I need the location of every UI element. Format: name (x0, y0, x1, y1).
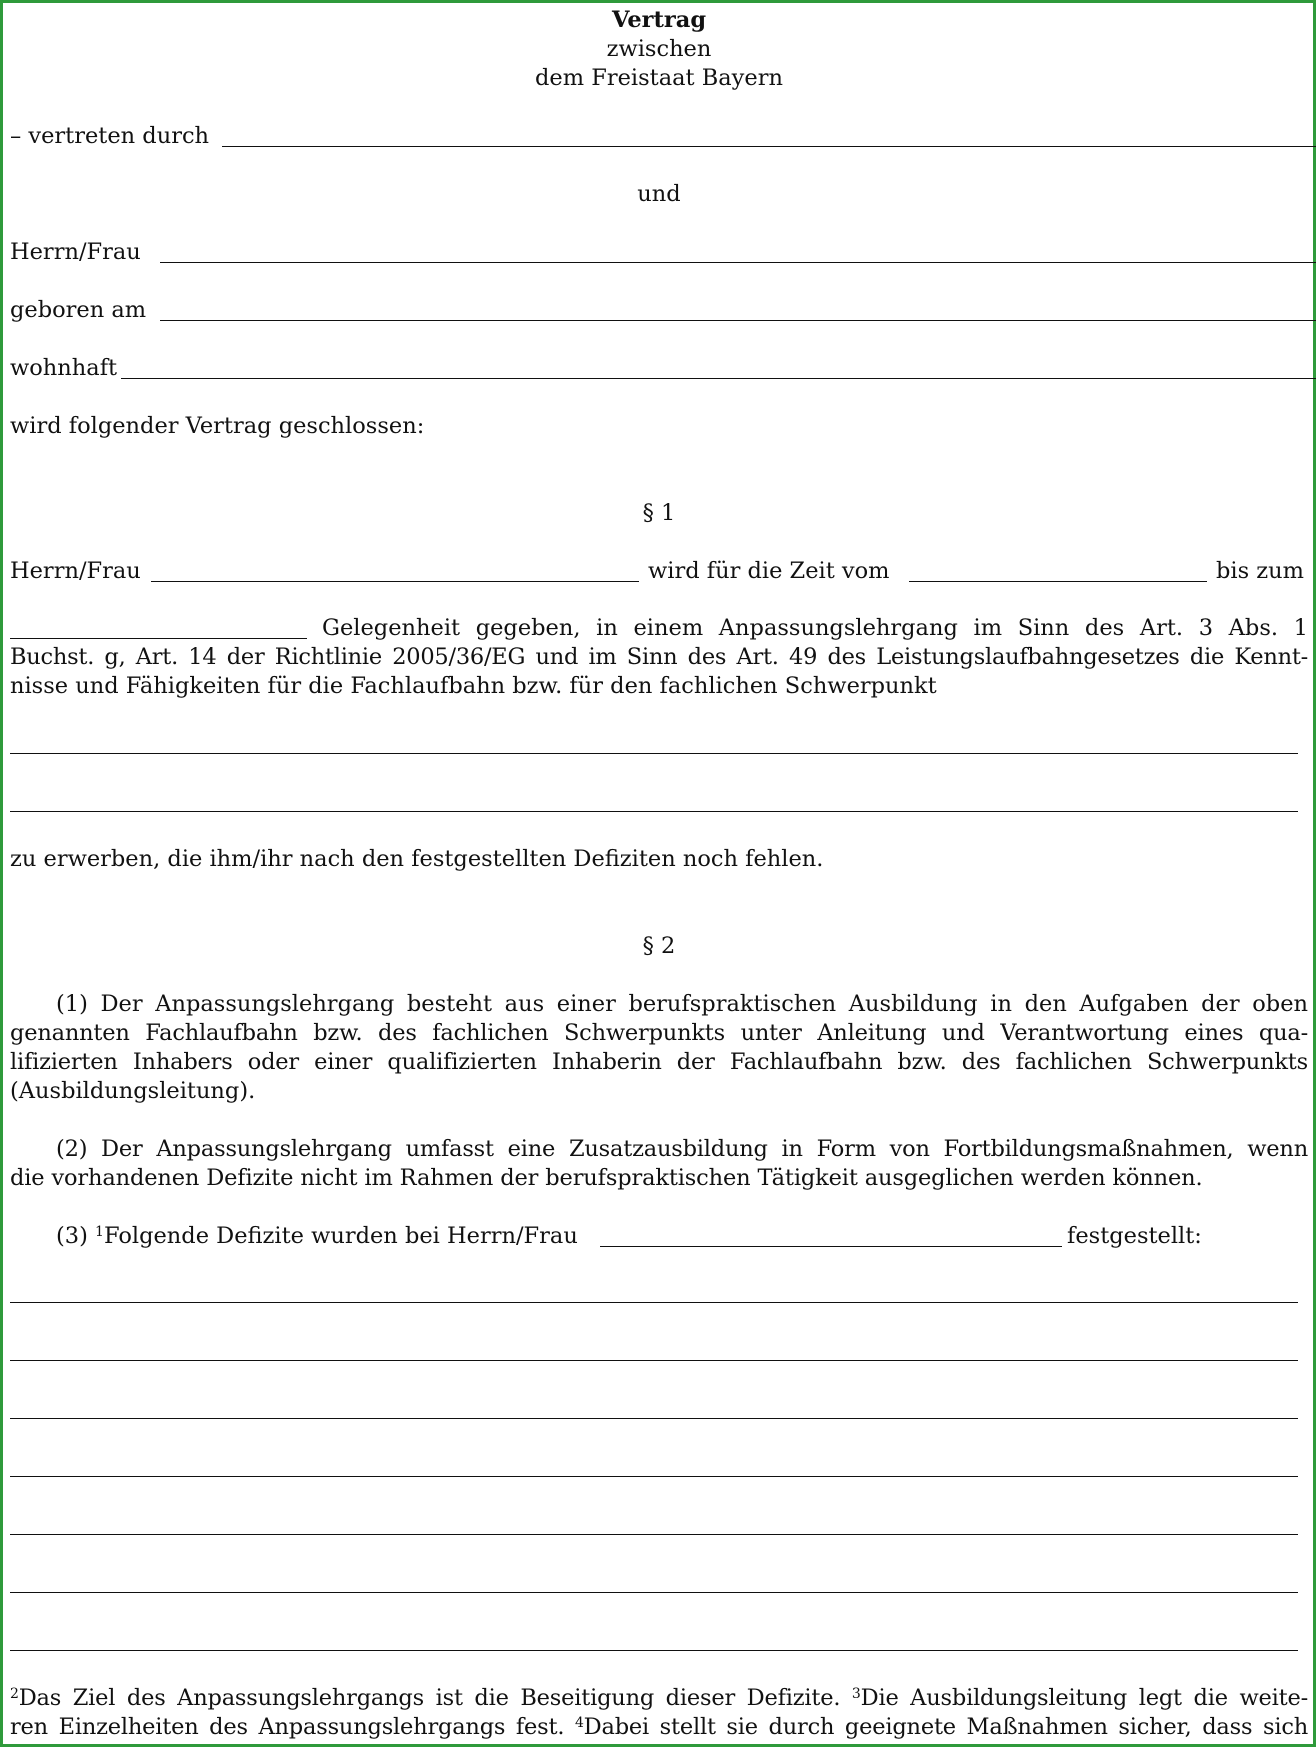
s1-specialty-field-1[interactable] (10, 753, 1298, 754)
s2-p3-continuation-line-1 (10, 1684, 1308, 1713)
section-2-heading: § 2 (642, 933, 676, 959)
deficit-field-5[interactable] (10, 1534, 1298, 1535)
deficit-field-2[interactable] (10, 1360, 1298, 1361)
section-1-heading: § 1 (642, 500, 676, 526)
s1-text-line-2: Buchst. g, Art. 14 der Richtlinie 2005/36/EG und im Sinn des Art. 49 des Leistungslaufbahngesetzes die Kennt- (10, 644, 1308, 670)
deficit-field-3[interactable] (10, 1418, 1298, 1419)
s2-p3-sentence-1-marker: 1 (95, 1224, 104, 1240)
s2-p1-line-4: (Ausbildungsleitung). (10, 1078, 256, 1104)
sentence-3: Die Ausbildungsleitung legt die weite- (860, 1685, 1308, 1711)
residence-field[interactable] (121, 378, 1316, 379)
title-line-2: zwischen (606, 36, 712, 62)
represented-by-field[interactable] (222, 146, 1316, 147)
s2-p1-line-2: genannten Fachlaufbahn bzw. des fachlichen Schwerpunkts unter Anleitung und Verantwortung eines qua- (10, 1020, 1308, 1046)
sentence-4-marker: 4 (574, 1715, 584, 1731)
s2-p3-number: (3) (56, 1223, 96, 1249)
title-line-3: dem Freistaat Bayern (535, 65, 783, 91)
s1-text-line-3: nisse und Fähigkeiten für die Fachlaufbahn bzw. für den fachlichen Schwerpunkt (10, 673, 937, 699)
s2-p3-sentence-1: Folgende Defizite wurden bei Herrn/Frau (103, 1223, 578, 1249)
deficit-field-7[interactable] (10, 1650, 1298, 1651)
person-name-label: Herrn/Frau (10, 239, 141, 265)
sentence-4: Dabei stellt sie durch geeignete Maßnahmen sicher, dass sich (583, 1714, 1309, 1740)
s1-person-field[interactable] (151, 581, 639, 582)
sentence-3-marker: 3 (851, 1686, 861, 1702)
s1-specialty-field-2[interactable] (10, 811, 1298, 812)
s1-period-from-field[interactable] (909, 581, 1207, 582)
represented-by-label: – vertreten durch (10, 123, 210, 149)
birth-date-field[interactable] (160, 320, 1316, 321)
s2-p2-line-1: (2) Der Anpassungslehrgang umfasst eine Zusatzausbildung in Form von Fortbildungsmaßnahmen, wenn (56, 1136, 1308, 1162)
and-label: und (637, 181, 681, 207)
s2-p2-line-2: die vorhandenen Defizite nicht im Rahmen der berufspraktischen Tätigkeit ausgeglichen werden können. (10, 1165, 1203, 1191)
s1-text-line-4: zu erwerben, die ihm/ihr nach den festgestellten Defiziten noch fehlen. (10, 846, 824, 872)
s2-p3-continuation-line-2 (10, 1713, 1308, 1742)
s2-p3-established-label: festgestellt: (1067, 1223, 1202, 1249)
deficit-field-1[interactable] (10, 1302, 1298, 1303)
s1-period-from-label: wird für die Zeit vom (648, 558, 890, 584)
deficit-field-6[interactable] (10, 1592, 1298, 1593)
s2-p3-text (56, 1222, 578, 1251)
person-name-field[interactable] (160, 262, 1316, 263)
sentence-2: Das Ziel des Anpassungslehrgangs ist die Beseitigung dieser Defizite. (18, 1685, 852, 1711)
s1-text-line-1: Gelegenheit gegeben, in einem Anpassungslehrgang im Sinn des Art. 3 Abs. 1 (322, 615, 1308, 641)
document-title: Vertrag (611, 7, 707, 33)
sentence-2-marker: 2 (10, 1686, 19, 1702)
s1-person-label: Herrn/Frau (10, 558, 141, 584)
contract-intro: wird folgender Vertrag geschlossen: (10, 413, 425, 439)
s2-p3-person-field[interactable] (600, 1246, 1062, 1247)
s2-p1-line-1: (1) Der Anpassungslehrgang besteht aus einer berufspraktischen Ausbildung in den Aufgaben der oben (56, 991, 1308, 1017)
birth-date-label: geboren am (10, 297, 147, 323)
sentence-3-end: ren Einzelheiten des Anpassungslehrgangs fest. (10, 1714, 575, 1740)
s2-p1-line-3: lifizierten Inhabers oder einer qualifizierten Inhaberin der Fachlaufbahn bzw. des fachlichen Schwerpunkts (10, 1049, 1308, 1075)
s1-period-to-field[interactable] (10, 638, 307, 639)
residence-label: wohnhaft (10, 355, 118, 381)
deficit-field-4[interactable] (10, 1476, 1298, 1477)
s1-period-to-label: bis zum (1216, 558, 1304, 584)
